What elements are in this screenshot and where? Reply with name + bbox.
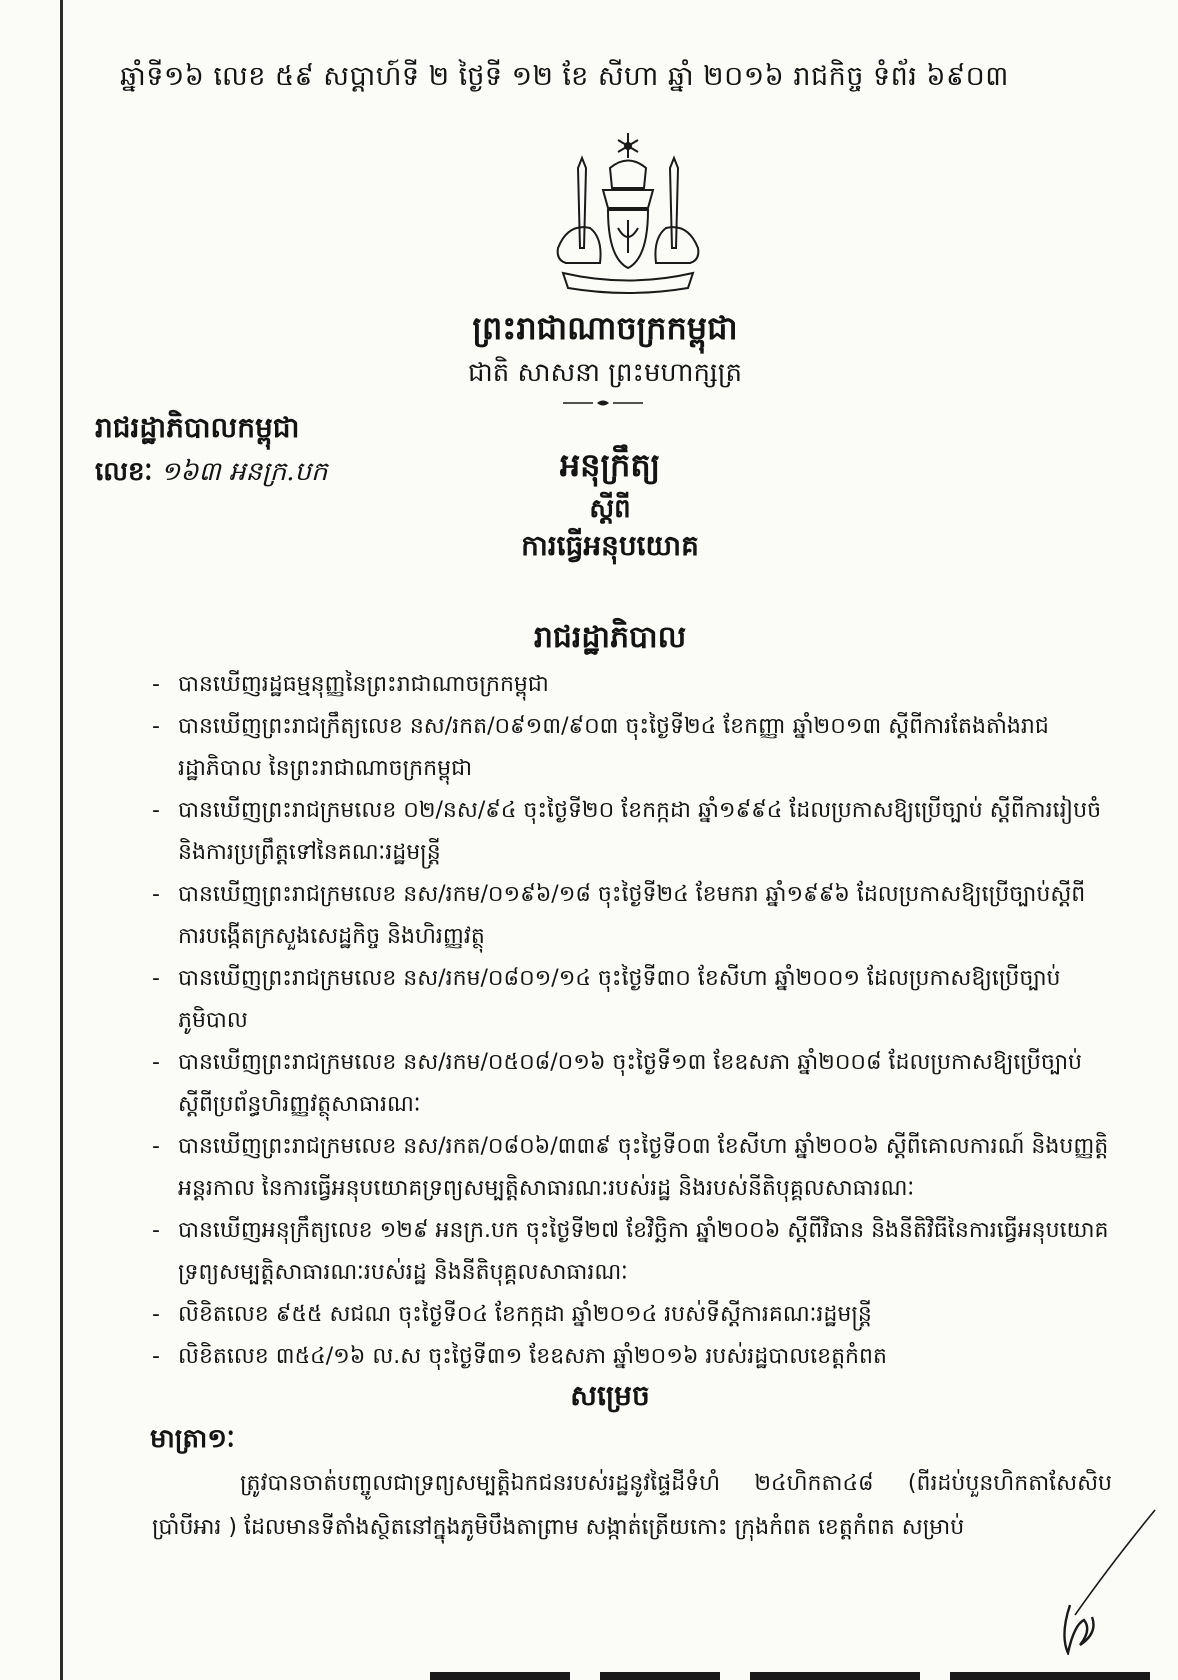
reference-number xyxy=(95,455,328,493)
list-item: - បានឃើញអនុក្រឹត្យលេខ ១២៩ អនក្រ.បក ចុះថ្ងៃទី២៧ ខែវិច្ឆិកា ឆ្នាំ២០០៦ ស្តីពីវិធាន និងនីតិវិធីនៃការធ្វើអនុបយោគទ្រព្យសម្បត្តិសាធារណៈរបស់រដ្ឋ និងនីតិបុគ្គលសាធារណៈ xyxy=(152,1210,1112,1294)
document-subject: ការធ្វើអនុបយោគ xyxy=(521,529,699,562)
list-item: - បានឃើញរដ្ឋធម្មនុញ្ញនៃព្រះរាជាណាចក្រកម្ពុជា xyxy=(152,664,1112,706)
gazette-header: ឆ្នាំទី១៦ លេខ ៥៩ សប្តាហ៍ទី ២ ថ្ងៃទី ១២ ខែ សីហា ឆ្នាំ ២០១៦ រាជកិច្ច ទំព័រ ៦៩០៣ xyxy=(120,61,1009,92)
list-item: - បានឃើញព្រះរាជក្រមលេខ ០២/នស/៩៤ ចុះថ្ងៃទី២០ ខែកក្កដា ឆ្នាំ១៩៩៤ ដែលប្រកាសឱ្យប្រើច្បាប់ ស្តីពីការរៀបចំ និងការប្រព្រឹត្តទៅនៃគណៈរដ្ឋមន្ត្រី xyxy=(152,790,1112,874)
list-item: - បានឃើញព្រះរាជក្រមលេខ នស/រកម/០១៩៦/១៨ ចុះថ្ងៃទី២៤ ខែមករា ឆ្នាំ១៩៩៦ ដែលប្រកាសឱ្យប្រើច្បាប់ស្តីពីការបង្កើតក្រសួងសេដ្ឋកិច្ច និងហិរញ្ញវត្ថុ xyxy=(152,874,1112,958)
article-text: ត្រូវបានចាត់បញ្ចូលជាទ្រព្យសម្បត្តិឯកជនរបស់រដ្ឋនូវផ្ទៃដីទំហំ ២៤ហិកតា៤៨ (ពីរដប់បួនហិកតាសែសិបប្រាំបីអារ ) ដែលមានទីតាំងស្ថិតនៅក្នុងភូមិបឹងតាព្រាម សង្កាត់ត្រើយកោះ ក្រុងកំពត ខេត្តកំពត សម្រាប់ xyxy=(152,1471,1112,1540)
royal-coat-of-arms-icon xyxy=(548,128,708,298)
national-motto: ជាតិ សាសនា ព្រះមហាក្សត្រ xyxy=(468,358,742,388)
considerations-list xyxy=(152,664,1112,1378)
reference-value: ១៦៣ អនក្រ.បក xyxy=(160,457,328,487)
list-item: - បានឃើញព្រះរាជក្រមលេខ នស/រកម/០៥០៨/០១៦ ចុះថ្ងៃទី១៣ ខែឧសភា ឆ្នាំ២០០៨ ដែលប្រកាសឱ្យប្រើច្បាប់ស្តីពីប្រព័ន្ធហិរញ្ញវត្ថុសាធារណៈ xyxy=(152,1042,1112,1126)
issuer-name: រាជរដ្ឋាភិបាលកម្ពុជា xyxy=(95,411,300,444)
binding-edge-line xyxy=(60,0,63,1680)
ornament-divider-icon xyxy=(563,398,643,408)
kingdom-name: ព្រះរាជាណាចក្រកម្ពុជា xyxy=(472,309,738,347)
list-item: - បានឃើញព្រះរាជក្រមលេខ នស/រកត/០៨០៦/៣៣៩ ចុះថ្ងៃទី០៣ ខែសីហា ឆ្នាំ២០០៦ ស្តីពីគោលការណ៍ និងបញ្ញត្តិអន្តរកាល នៃការធ្វើអនុបយោគទ្រព្យសម្បត្តិសាធារណៈរបស់រដ្ឋ និងរបស់នីតិបុគ្គលសាធារណៈ xyxy=(152,1126,1112,1210)
list-item: - បានឃើញព្រះរាជក្រមលេខ នស/រកម/០៨០១/១៤ ចុះថ្ងៃទី៣០ ខែសីហា ឆ្នាំ២០០១ ដែលប្រកាសឱ្យប្រើច្បាប់ភូមិបាល xyxy=(152,958,1112,1042)
list-item: - លិខិតលេខ ៩៥៥ សជណ ចុះថ្ងៃទី០៤ ខែកក្កដា ឆ្នាំ២០១៤ របស់ទីស្តីការគណៈរដ្ឋមន្ត្រី xyxy=(152,1294,1112,1336)
decision-heading: សម្រេច xyxy=(570,1379,650,1412)
article-label: មាត្រា១ៈ xyxy=(150,1424,235,1454)
government-heading: រាជរដ្ឋាភិបាល xyxy=(533,620,687,655)
list-item: - លិខិតលេខ ៣៥៤/១៦ ល.ស ចុះថ្ងៃទី៣១ ខែឧសភា ឆ្នាំ២០១៦ របស់រដ្ឋបាលខេត្តកំពត xyxy=(152,1336,1112,1378)
reference-label: លេខៈ xyxy=(95,457,153,487)
scan-bottom-edge xyxy=(430,1666,1150,1680)
document-about: ស្តីពី xyxy=(589,494,631,524)
document-type: អនុក្រឹត្យ xyxy=(559,446,661,484)
handwritten-signature-icon xyxy=(1040,1505,1160,1655)
list-item: - បានឃើញព្រះរាជក្រឹត្យលេខ នស/រកត/០៩១៣/៩០៣ ចុះថ្ងៃទី២៤ ខែកញ្ញា ឆ្នាំ២០១៣ ស្តីពីការតែងតាំងរាជរដ្ឋាភិបាល នៃព្រះរាជាណាចក្រកម្ពុជា xyxy=(152,706,1112,790)
